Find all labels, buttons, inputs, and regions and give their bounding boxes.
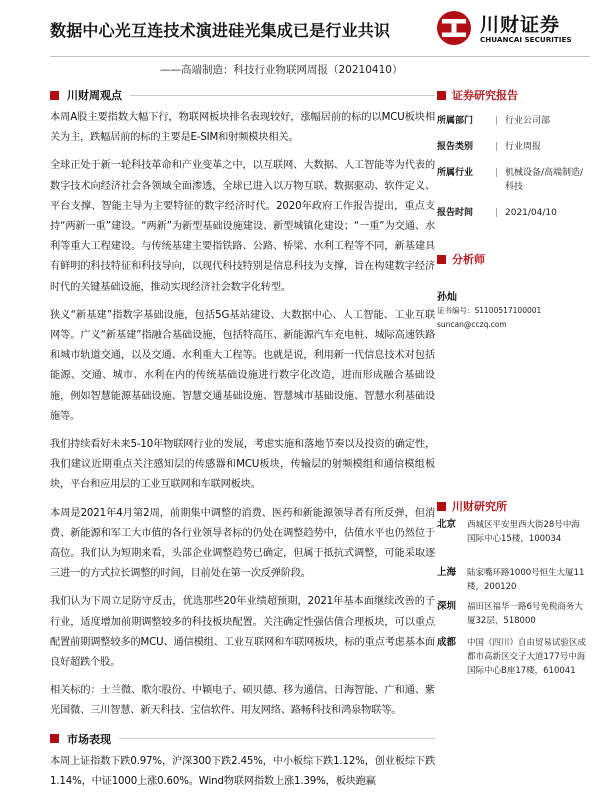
address-text: 中国（四川）自由贸易试验区成都市高新区交子大道177号中海国际中心B座17楼，610041 [467, 638, 587, 677]
address-text: 西城区平安里西大街28号中海国际中心15楼，100034 [467, 520, 580, 545]
section-divider [130, 95, 435, 96]
research-institute-heading [437, 497, 507, 515]
info-row-industry [437, 166, 587, 194]
header-divider [50, 56, 590, 57]
section-title: 市场表现 [67, 732, 111, 746]
paragraph: 本周A股主要指数大幅下行，物联网板块排名表现较好，涨幅居前的标的以MCU板块相关为主，跌幅居前的标的主要是E-SIM和射频模块相关。 [50, 112, 435, 144]
address-city: 北京 [437, 519, 457, 530]
section-divider [119, 738, 435, 739]
info-row-department [437, 114, 587, 128]
info-value: 行业周报 [505, 142, 542, 152]
info-key: 报告时间 [437, 208, 474, 218]
address-city: 上海 [437, 567, 457, 578]
chuancai-logo-icon [436, 10, 472, 46]
analyst-name: 孙灿 [437, 292, 457, 303]
address-city: 深圳 [437, 601, 457, 612]
info-value: 行业公司部 [505, 116, 551, 126]
info-value: 2021/04/10 [505, 208, 557, 218]
analyst-heading [437, 250, 587, 268]
report-info-title: 证券研究报告 [452, 89, 518, 102]
paragraph: 我们认为下周立足防守反击，优选那些20年业绩超预期，2021年基本面继续改善的子行业，适度增加前期调整较多的科技板块配置。关注确定性强估值合理板块，可以重点配置前期调整较多的MCU、通信模组、工业互联网和车联网板块，标的重点考虑基本面良好超跌个股。 [50, 596, 435, 669]
section-marker-icon [437, 502, 446, 511]
report-info-heading [437, 86, 587, 104]
info-key: 所属行业 [437, 168, 474, 178]
paragraph: 本周上证指数下跌0.97%，沪深300下跌2.45%，中小板综下跌1.12%，创业板综下跌1.14%，中证1000上涨0.60%。Wind物联网指数上涨1.39%，板块跑赢 [50, 755, 435, 787]
address-city: 成都 [437, 637, 457, 648]
section-marker-icon [50, 734, 59, 743]
section-title: 川财周观点 [67, 89, 122, 102]
address-chengdu [437, 636, 587, 679]
paragraph: 我们持续看好未来5-10年物联网行业的发展，考虑实施和落地节奏以及投资的确定性，我们建议近期重点关注感知层的传感器和MCU板块，传输层的射频模组和通信模组板块，平台和应用层的工业互联网和车联网板块。 [50, 439, 435, 491]
analyst-cert: 证书编号：S1100517100001 [437, 306, 542, 315]
section-marker-icon [437, 255, 446, 264]
paragraph: 狭义“新基建”指数字基础设施，包括5G基站建设、大数据中心、人工智能、工业互联网等。广义“新基建”指融合基础设施，包括特高压、新能源汽车充电桩、城际高速铁路和城市轨道交通，以及交通、水利重大工程等。也就是说，利用新一代信息技术对包括能源、交通、城市、水利在内的传统基础设施进行数字化改造，进而形成融合基础设施，例如智慧能源基础设施、智慧交通基础设施、智慧城市基础设施、智慧水利基础设施等。 [50, 309, 435, 422]
sidebar [437, 86, 587, 331]
address-text: 陆家嘴环路1000号恒生大厦11楼，200120 [467, 568, 585, 593]
paragraph: 本周是2021年4月第2周，前期集中调整的消费、医药和新能源领导者有所反弹，但消费、新能源和军工大市值的各行业领导者标的仍处在调整趋势中，估值水平也仍然位于高位。我们认为短期来看，头部企业调整趋势已确定，但属于抵抗式调整，可能采取逐三进一的方式拉长调整的时间，目前处在第一次反弹阶段。 [50, 507, 435, 580]
info-key: 所属部门 [437, 116, 474, 126]
section-market-performance [50, 730, 435, 748]
logo-english: CHUANCAI SECURITIES [480, 35, 572, 44]
address-shanghai [437, 566, 587, 594]
report-subtitle: ——高端制造：科技行业物联网周报（20210410） [160, 64, 403, 76]
company-logo [436, 8, 586, 50]
address-beijing [437, 518, 587, 546]
analyst-email[interactable]: suncan@cczq.com [437, 320, 507, 329]
address-text: 福田区福华一路6号免税商务大厦32层，518000 [467, 602, 583, 627]
analyst-title: 分析师 [452, 253, 485, 266]
paragraph: 全球正处于新一轮科技革命和产业变革之中，以互联网、大数据、人工智能等为代表的数字技术向经济社会各领域全面渗透，全球已进入以万物互联、数据驱动、软件定义、平台支撑、智能主导为主要特征的数字经济时代。2020年政府工作报告提出，重点支持“两新一重”建设。“两新”为新型基础设施建设、新型城镇化建设；“一重”为交通、水利等重大工程建设。与传统基建主要指铁路、公路、桥梁、水利工程等不同，新基建具有鲜明的科技特征和科技导向，以现代科技特别是信息科技为支撑，旨在构建数字经济时代的关键基础设施，推动实现经济社会数字化转型。 [50, 160, 435, 293]
info-separator: | [495, 168, 499, 178]
logo-name: 川财证券 [480, 14, 561, 36]
paragraph: 相关标的：士兰微、歌尔股份、中颖电子、硕贝德、移为通信、日海智能、广和通、紫光国微、三川智慧、新天科技、宝信软件、用友网络、路畅科技和鸿泉物联等。 [50, 685, 435, 717]
address-shenzhen [437, 600, 587, 628]
info-row-date [437, 206, 587, 220]
research-institute-title: 川财研究所 [452, 500, 507, 513]
report-title: 数据中心光互连技术演进硅光集成已是行业共识 [50, 21, 391, 40]
info-value: 机械设备/高端制造/科技 [505, 168, 584, 192]
info-separator: | [495, 142, 499, 152]
section-marker-icon [437, 91, 446, 100]
info-row-category [437, 140, 587, 154]
report-info-table [437, 114, 587, 220]
info-key: 报告类别 [437, 142, 474, 152]
section-weekly-view [50, 86, 435, 104]
info-separator: | [495, 208, 499, 218]
section-marker-icon [50, 91, 59, 100]
info-separator: | [495, 116, 499, 126]
main-column [50, 86, 435, 800]
